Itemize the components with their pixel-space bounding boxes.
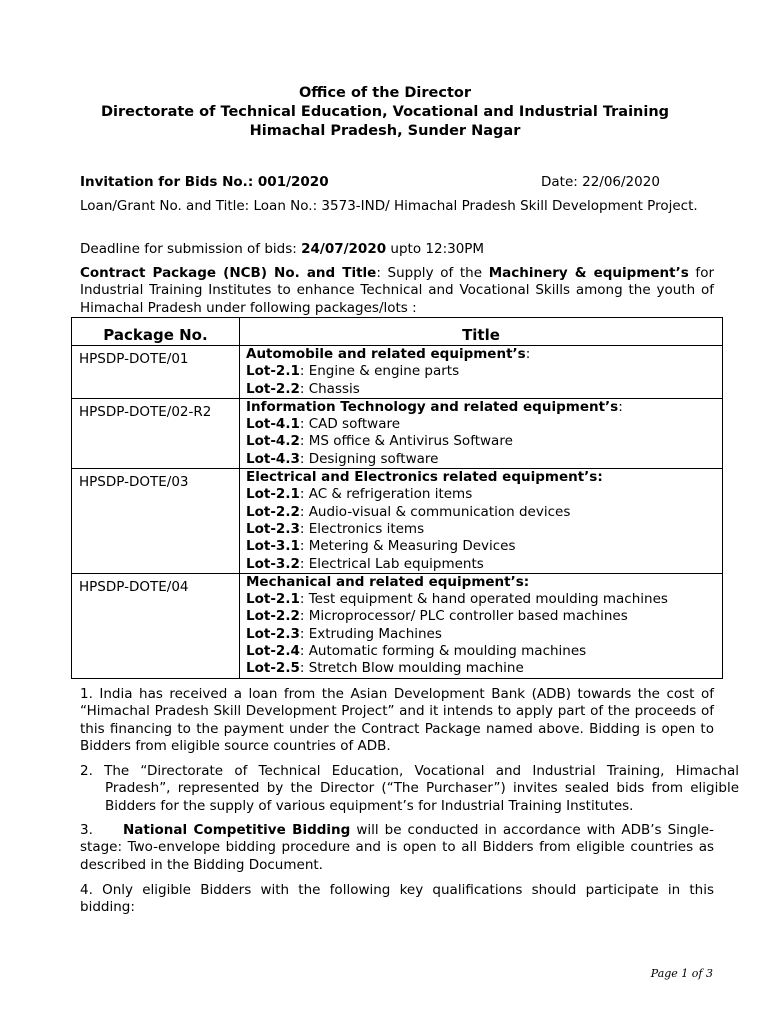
- lot-item: [246, 660, 722, 677]
- deadline-date: 24/07/2020: [301, 241, 387, 257]
- lot-item: [246, 521, 722, 538]
- lot-description: : Metering & Measuring Devices: [299, 538, 516, 555]
- header-directorate: Directorate of Technical Education, Vocational and Industrial Training: [100, 104, 670, 120]
- lot-number: Lot-2.3: [246, 625, 300, 642]
- lot-item: [246, 486, 722, 503]
- contract-bold: Machinery & equipment’s: [488, 265, 689, 281]
- table-row: [72, 573, 723, 678]
- lot-description: : MS office & Antivirus Software: [299, 433, 513, 450]
- package-title-cell: [240, 346, 723, 399]
- contract-package: [80, 265, 714, 317]
- paragraph-4: 4. Only eligible Bidders with the following key qualifications should participate in this bidding:: [80, 882, 714, 916]
- table-row: [72, 469, 723, 574]
- lot-description: : Designing software: [299, 450, 439, 467]
- lot-description: : Automatic forming & moulding machines: [299, 643, 587, 660]
- lot-number: Lot-2.1: [246, 486, 300, 503]
- package-title-cell: [240, 398, 723, 468]
- lot-item: [246, 433, 722, 450]
- lot-number: Lot-4.3: [246, 450, 300, 467]
- col-title: Title: [240, 318, 723, 346]
- package-title-text: Electrical and Electronics related equipment’s:: [246, 469, 603, 486]
- lot-item: [246, 591, 722, 608]
- paragraph-3-number: 3.: [80, 822, 123, 838]
- package-number: HPSDP-DOTE/04: [72, 573, 240, 678]
- lot-number: Lot-2.1: [246, 363, 300, 380]
- package-title-cell: [240, 469, 723, 574]
- lot-number: Lot-3.1: [246, 538, 300, 555]
- lot-description: : Chassis: [299, 380, 360, 397]
- lot-item: [246, 626, 722, 643]
- lot-description: : Microprocessor/ PLC controller based machines: [299, 608, 628, 625]
- table-header-row: [72, 318, 723, 346]
- package-title: [246, 399, 722, 416]
- lot-number: Lot-2.2: [246, 380, 300, 397]
- header-location: Himachal Pradesh, Sunder Nagar: [249, 123, 521, 139]
- lot-item: [246, 416, 722, 433]
- package-title-suffix: :: [618, 398, 623, 415]
- lot-description: : AC & refrigeration items: [299, 486, 473, 503]
- table-row: [72, 346, 723, 399]
- lot-number: Lot-4.2: [246, 433, 300, 450]
- package-title-text: Information Technology and related equipment’s: [246, 398, 619, 415]
- lot-number: Lot-2.1: [246, 591, 300, 608]
- lot-number: Lot-2.3: [246, 520, 300, 537]
- package-title-text: Mechanical and related equipment’s:: [246, 573, 530, 590]
- lot-number: Lot-2.4: [246, 643, 300, 660]
- paragraph-3-rest: will be conducted in accordance with ADB’s Single-stage: Two-envelope bidding procedure and is open to all Bidders from eligible countries as described in the Bidding Document.: [80, 822, 714, 873]
- lot-number: Lot-4.1: [246, 416, 300, 433]
- contract-text-1: : Supply of the: [376, 265, 489, 281]
- package-number: HPSDP-DOTE/03: [72, 469, 240, 574]
- contract-label: Contract Package (NCB) No. and Title: [80, 265, 377, 281]
- lot-number: Lot-2.2: [246, 608, 300, 625]
- lot-item: [246, 504, 722, 521]
- deadline: [80, 241, 484, 258]
- lot-item: [246, 608, 722, 625]
- lot-description: : Stretch Blow moulding machine: [299, 660, 524, 677]
- paragraph-3-bold: National Competitive Bidding: [123, 822, 351, 838]
- loan-title: Loan/Grant No. and Title: Loan No.: 3573-IND/ Himachal Pradesh Skill Development Project.: [80, 198, 698, 214]
- lot-description: : Engine & engine parts: [299, 363, 460, 380]
- paragraph-1: 1. India has received a loan from the Asian Development Bank (ADB) towards the cost of “Himachal Pradesh Skill Development Project” and it intends to apply part of the proceeds of this financing to the payment under the Contract Package named above. Bidding is open to Bidders from eligible source countries of ADB.: [80, 686, 714, 754]
- ifb-number: Invitation for Bids No.: 001/2020: [80, 174, 329, 190]
- package-number: HPSDP-DOTE/02-R2: [72, 398, 240, 468]
- paragraph-2: 2. The “Directorate of Technical Education, Vocational and Industrial Training, Himachal Pradesh”, represented by the Director (“The Purchaser”) invites sealed bids from eligible Bidders for the supply of various equipment’s for Industrial Training Institutes.: [80, 763, 739, 814]
- packages-table: [71, 317, 723, 679]
- lot-description: : Test equipment & hand operated moulding machines: [299, 591, 668, 608]
- paragraph-3: [80, 822, 714, 874]
- contract-text-2: for Industrial Training Institutes to enhance Technical and Vocational Skills among the youth of Himachal Pradesh under following packages/lots :: [80, 265, 714, 316]
- package-title-cell: [240, 573, 723, 678]
- package-title-text: Automobile and related equipment’s: [246, 346, 526, 362]
- package-title: [246, 346, 722, 363]
- table-row: [72, 398, 723, 468]
- lot-item: [246, 556, 722, 573]
- lot-item: [246, 363, 722, 380]
- lot-description: : Audio-visual & communication devices: [299, 503, 571, 520]
- lot-number: Lot-3.2: [246, 555, 300, 572]
- package-number: HPSDP-DOTE/01: [72, 346, 240, 399]
- ifb-date: Date: 22/06/2020: [541, 174, 660, 190]
- page-number: Page 1 of 3: [650, 967, 713, 980]
- lot-item: [246, 538, 722, 555]
- lot-description: : Electrical Lab equipments: [299, 555, 484, 572]
- lot-description: : Electronics items: [299, 520, 425, 537]
- lot-description: : CAD software: [299, 416, 401, 433]
- lot-number: Lot-2.5: [246, 660, 300, 677]
- lot-item: [246, 451, 722, 468]
- package-title: [246, 469, 722, 486]
- header-office: Office of the Director: [298, 85, 472, 101]
- package-title-suffix: :: [525, 346, 531, 362]
- deadline-prefix: Deadline for submission of bids:: [80, 241, 302, 257]
- lot-item: [246, 381, 722, 398]
- lot-description: : Extruding Machines: [299, 625, 442, 642]
- package-title: [246, 574, 722, 591]
- lot-item: [246, 643, 722, 660]
- deadline-suffix: upto 12:30PM: [386, 241, 485, 257]
- lot-number: Lot-2.2: [246, 503, 300, 520]
- col-package-no: Package No.: [72, 318, 240, 346]
